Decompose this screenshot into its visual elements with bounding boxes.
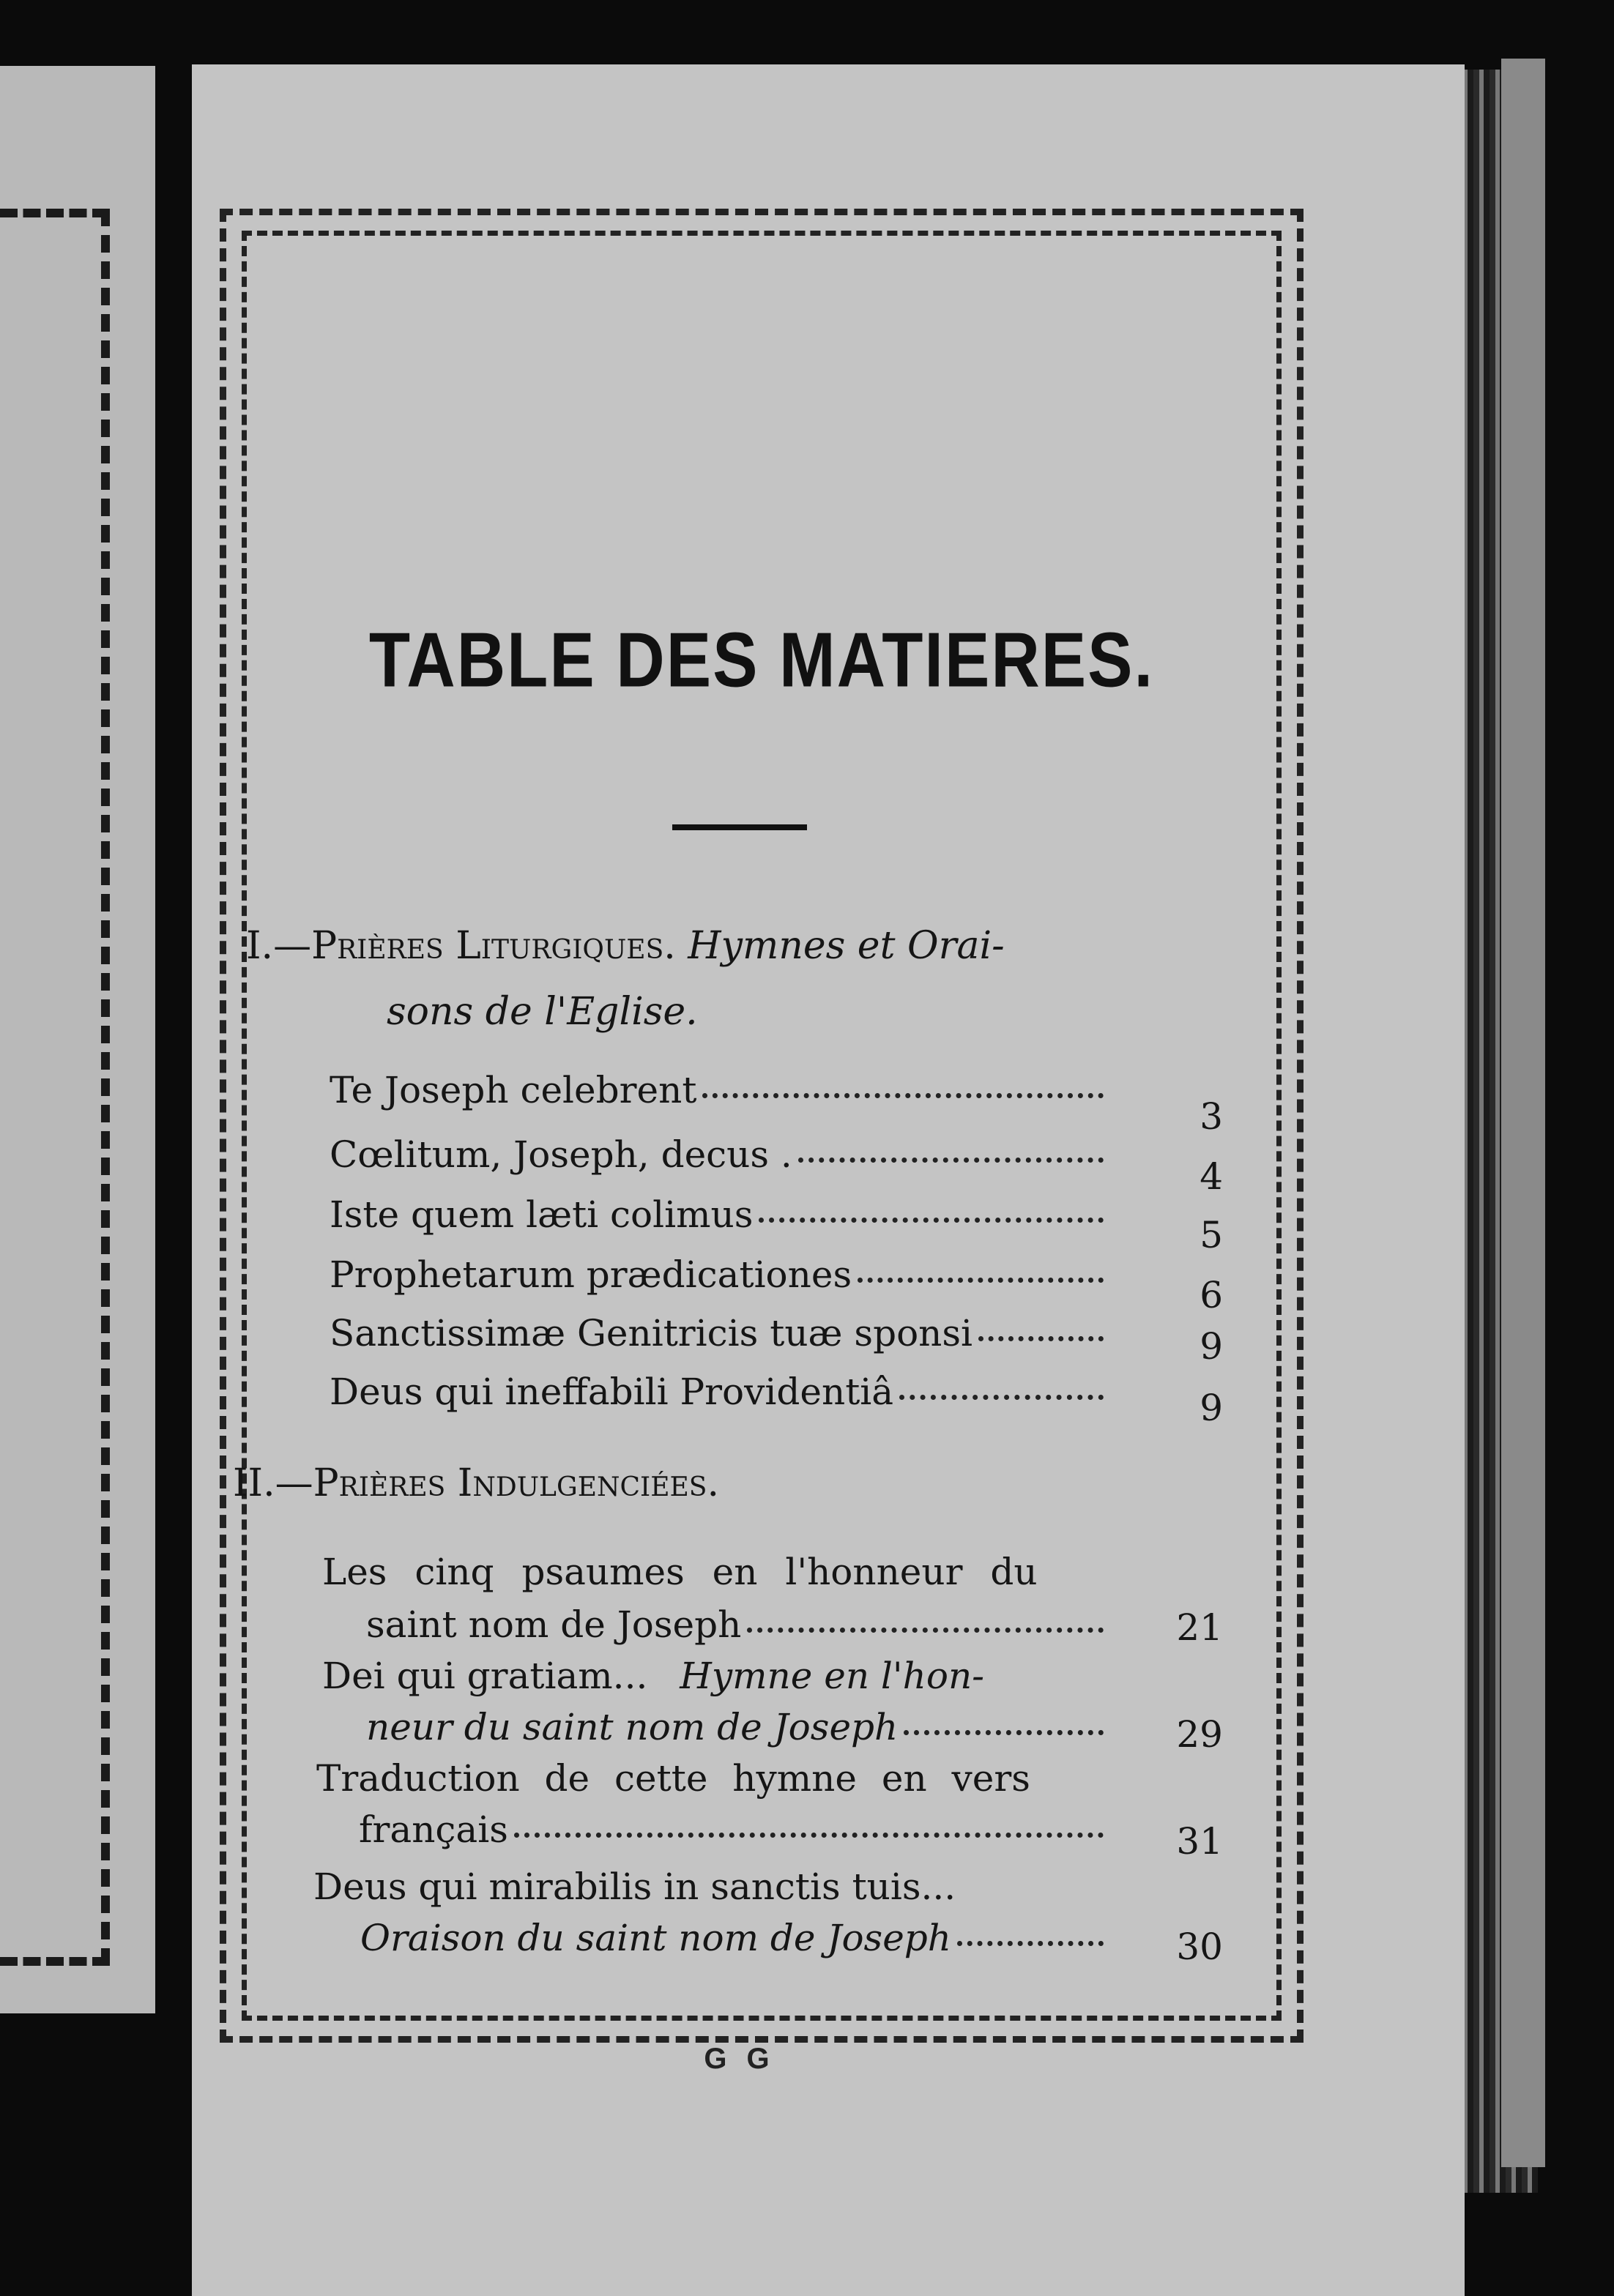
dot-leader [514,1833,1104,1838]
entry-title: neur du saint nom de Joseph [366,1706,899,1748]
entry-title-line: Traduction de cette hymne en vers [316,1757,1030,1800]
entry-title: Oraison du saint nom de Joseph [360,1917,952,1959]
entry-title: Deus qui ineffabili Providentiâ [330,1371,894,1413]
entry-title: français [359,1808,508,1851]
toc-entry [366,1603,1109,1646]
entry-page-number: 21 [1176,1606,1223,1649]
section-number: I.— [246,924,312,968]
adjacent-page-border [0,209,110,1966]
page-title: TABLE DES MATIERES. [368,617,1155,704]
toc-entry [330,1253,1109,1296]
entry-title-line: Les cinq psaumes en l'honneur du [322,1551,1038,1593]
section-heading-1 [246,924,1005,968]
entry-title: Sanctissimæ Genitricis tuæ sponsi [330,1312,973,1354]
toc-entry [360,1917,1109,1959]
toc-entry [330,1133,1109,1176]
section-title: Prières Liturgiques. [311,924,676,968]
toc-entry [330,1193,1109,1236]
toc-entry [330,1371,1109,1413]
entry-page-number: 29 [1176,1713,1223,1756]
entry-title-italic: Hymne en l'hon- [680,1655,985,1697]
printer-signature-mark: G G [704,2043,776,2075]
toc-entry [330,1069,1109,1111]
section-subtitle-continued: sons de l'Eglise. [387,990,698,1034]
entry-title-roman: Dei qui gratiam... [322,1655,648,1697]
dot-leader [702,1093,1104,1098]
dot-leader [904,1730,1104,1735]
title-rule [672,824,807,830]
section-heading-2 [233,1461,719,1505]
toc-entry [330,1312,1109,1354]
entry-title: Te Joseph celebrent [330,1069,697,1111]
entry-title-line [322,1655,984,1697]
entry-title-line: Deus qui mirabilis in sanctis tuis... [313,1865,956,1908]
entry-title: Cœlitum, Joseph, decus . [330,1133,792,1176]
section-title: Prières Indulgenciées. [313,1461,719,1505]
dot-leader [858,1278,1104,1283]
entry-title: saint nom de Joseph [366,1603,742,1646]
entry-page-number: 3 [1200,1095,1223,1138]
entry-page-number: 9 [1200,1325,1223,1368]
dot-leader [957,1941,1104,1946]
entry-page-number: 5 [1200,1214,1223,1256]
page-frame-inner [242,231,1282,2021]
dot-leader [759,1218,1104,1223]
dot-leader [978,1336,1104,1341]
entry-page-number: 6 [1200,1274,1223,1316]
entry-title: Prophetarum prædicationes [330,1253,852,1296]
entry-page-number: 31 [1176,1820,1223,1863]
entry-page-number: 4 [1200,1155,1223,1198]
toc-entry [359,1808,1109,1851]
section-number: II.— [233,1461,313,1505]
page-edge [1501,59,1545,2167]
entry-title: Iste quem læti colimus [330,1193,754,1236]
section-subtitle: Hymnes et Orai- [688,924,1005,968]
entry-page-number: 30 [1176,1926,1223,1968]
dot-leader [899,1395,1104,1400]
entry-page-number: 9 [1200,1387,1223,1429]
dot-leader [747,1628,1104,1633]
toc-entry [366,1706,1109,1748]
dot-leader [798,1158,1104,1163]
